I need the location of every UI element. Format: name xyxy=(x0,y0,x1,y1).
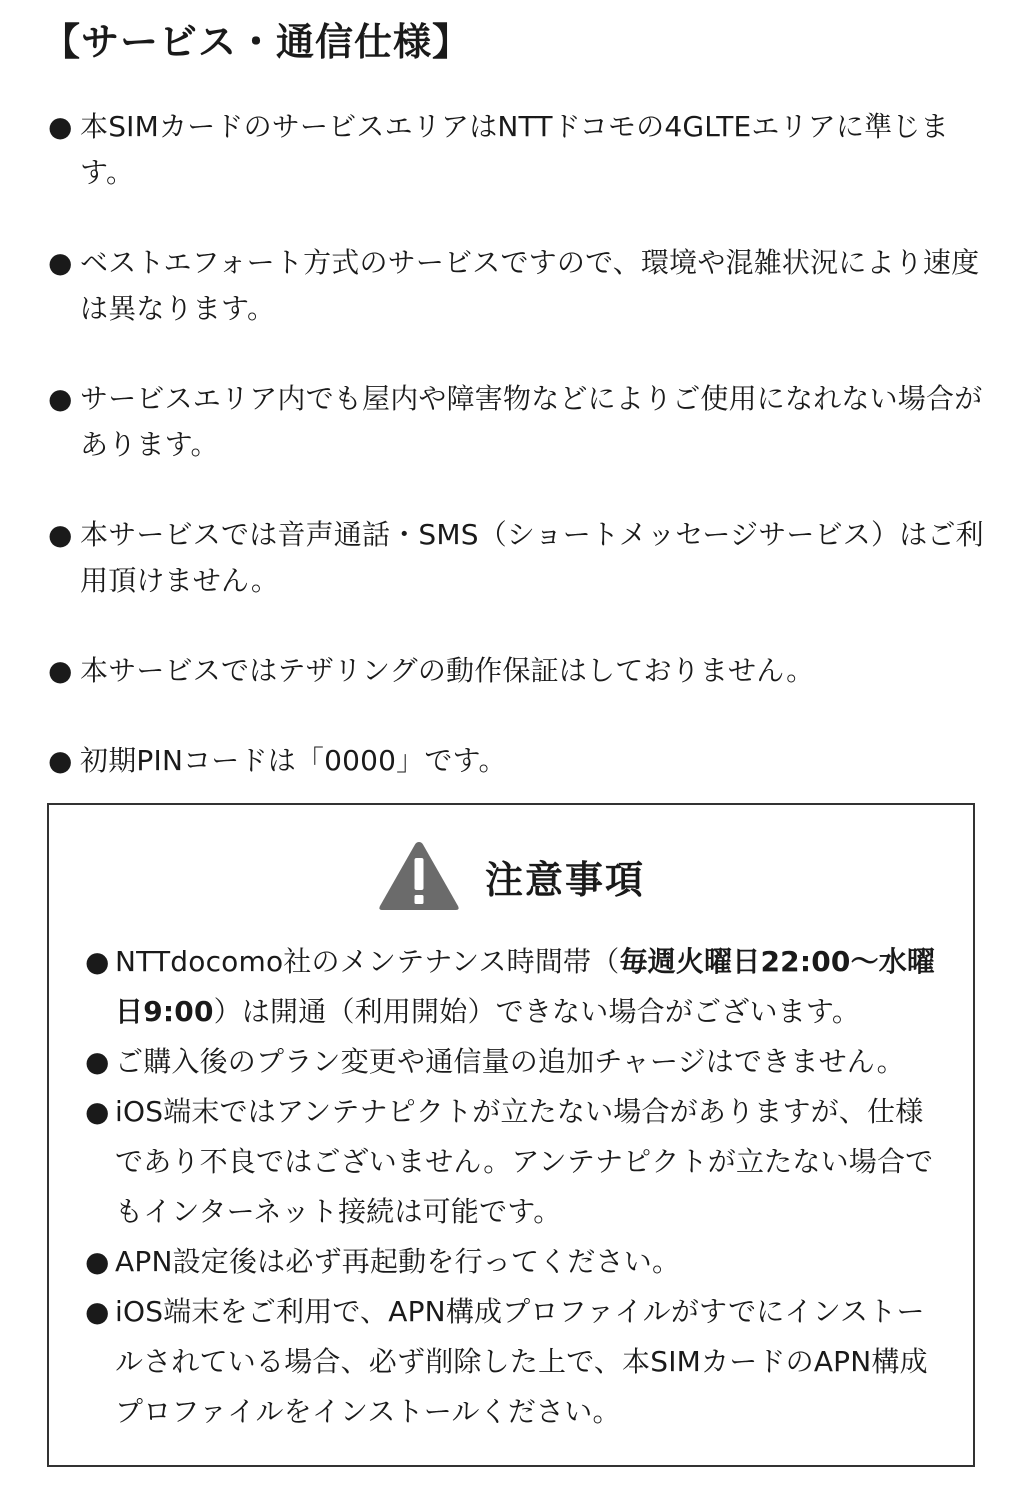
bullet-icon: ● xyxy=(48,744,73,777)
spec-text: サービスエリア内でも屋内や障害物などによりご使用になれない場合があります。 xyxy=(80,382,983,461)
note-text: ）は開通（利用開始）できない場合がございます。 xyxy=(213,995,861,1028)
bullet-icon: ● xyxy=(85,1295,110,1328)
bullet-icon: ● xyxy=(48,110,73,143)
note-text: ご購入後のプラン変更や通信量の追加チャージはできません。 xyxy=(115,1045,905,1078)
spec-item-voice-sms xyxy=(48,512,988,604)
spec-item-tethering xyxy=(48,648,988,694)
notice-box xyxy=(47,803,975,1467)
maintenance-hours: 毎週火曜日22:00〜水曜日9:00 xyxy=(115,945,936,1028)
spec-text: ベストエフォート方式のサービスですので、環境や混雑状況により速度は異なります。 xyxy=(80,246,980,325)
spec-item-pin xyxy=(48,738,988,784)
bullet-icon: ● xyxy=(48,518,73,551)
spec-text: 初期PINコードは「0000」です。 xyxy=(80,744,507,777)
bullet-icon: ● xyxy=(85,945,110,978)
spec-text: 本SIMカードのサービスエリアはNTTドコモの4GLTEエリアに準じます。 xyxy=(80,110,949,189)
section-title: 【サービス・通信仕様】 xyxy=(42,20,472,64)
bullet-icon: ● xyxy=(48,382,73,415)
warning-icon xyxy=(377,839,461,913)
bullet-icon: ● xyxy=(85,1245,110,1278)
note-text: iOS端末をご利用で、APN構成プロファイルがすでにインストールされている場合、必ず削除した上で、本SIMカードのAPN構成プロファイルをインストールください。 xyxy=(115,1295,928,1428)
bullet-icon: ● xyxy=(85,1095,110,1128)
notice-title: 注意事項 xyxy=(484,857,645,902)
bullet-icon: ● xyxy=(48,654,73,687)
notice-list xyxy=(85,937,951,1437)
spec-text: 本サービスではテザリングの動作保証はしておりません。 xyxy=(80,654,815,687)
note-item-maintenance xyxy=(85,937,951,1037)
note-text: APN設定後は必ず再起動を行ってください。 xyxy=(115,1245,681,1278)
note-text: iOS端末ではアンテナピクトが立たない場合がありますが、仕様であり不良ではございません。アンテナピクトが立たない場合でもインターネット接続は可能です。 xyxy=(115,1095,934,1228)
bullet-icon: ● xyxy=(48,246,73,279)
spec-item-indoor xyxy=(48,376,988,468)
notice-header xyxy=(49,837,973,915)
note-item-apn-profile xyxy=(85,1287,951,1437)
spec-text: 本サービスでは音声通話・SMS（ショートメッセージサービス）はご利用頂けません。 xyxy=(80,518,984,597)
note-item-apn-restart xyxy=(85,1237,951,1287)
spec-item-service-area xyxy=(48,104,988,196)
note-item-plan-change xyxy=(85,1037,951,1087)
note-item-ios-antenna xyxy=(85,1087,951,1237)
service-spec-list xyxy=(48,104,988,828)
bullet-icon: ● xyxy=(85,1045,110,1078)
spec-item-best-effort xyxy=(48,240,988,332)
note-text: NTTdocomo社のメンテナンス時間帯（ xyxy=(115,945,620,978)
